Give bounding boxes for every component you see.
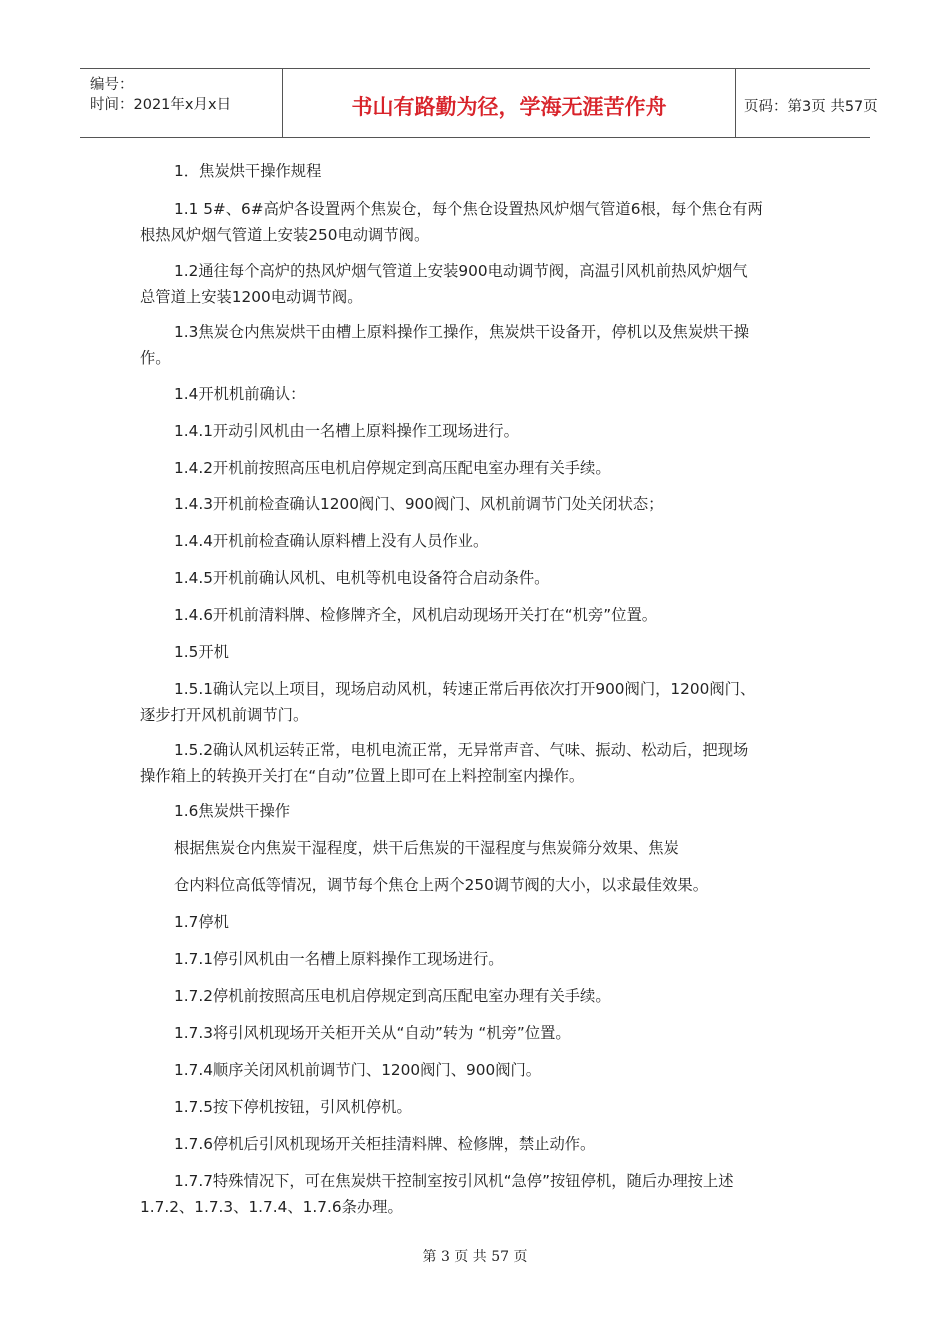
paragraph-line: 1.5.1确认完以上项目，现场启动风机，转速正常后再依次打开900阀门，1200阀门、: [174, 680, 756, 698]
section-heading: 1．焦炭烘干操作规程: [174, 162, 322, 180]
page-footer: 第 3 页 共 57 页: [422, 1249, 528, 1265]
paragraph-line: 1.5.2确认风机运转正常，电机电流正常，无异常声音、气味、振动、松动后，把现场: [174, 741, 749, 759]
paragraph-line: 1.7.6停机后引风机现场开关柜挂清料牌、检修牌，禁止动作。: [174, 1135, 596, 1153]
paragraph-line: 1.4.4开机前检查确认原料槽上没有人员作业。: [174, 532, 489, 550]
header-motto: 书山有路勤为径，学海无涯苦作舟: [351, 94, 667, 119]
subsection-heading: 1.5开机: [174, 643, 229, 661]
paragraph-line: 仓内料位高低等情况，调节每个焦仓上两个250调节阀的大小，以求最佳效果。: [174, 876, 708, 894]
paragraph-line: 总管道上安装1200电动调节阀。: [140, 288, 363, 306]
header-motto-cell: [282, 69, 736, 137]
paragraph-line: 1.7.1停引风机由一名槽上原料操作工现场进行。: [174, 950, 504, 968]
paragraph-line: 逐步打开风机前调节门。: [140, 706, 309, 724]
paragraph-line: 1.7.5按下停机按钮，引风机停机。: [174, 1098, 412, 1116]
paragraph-line: 1.4.5开机前确认风机、电机等机电设备符合启动条件。: [174, 569, 550, 587]
subsection-heading: 1.6焦炭烘干操作: [174, 802, 291, 820]
paragraph-line: 1.2通往每个高炉的热风炉烟气管道上安装900电动调节阀，高温引风机前热风炉烟气: [174, 262, 748, 280]
document-number-label: 编号：: [90, 77, 134, 93]
paragraph-line: 1.4.2开机前按照高压电机启停规定到高压配电室办理有关手续。: [174, 459, 611, 477]
subsection-heading: 1.4开机机前确认：: [174, 385, 306, 403]
paragraph-line: 1.4.3开机前检查确认1200阀门、900阀门、风机前调节门处关闭状态；: [174, 495, 664, 513]
paragraph-line: 根热风炉烟气管道上安装250电动调节阀。: [140, 226, 430, 244]
document-date: 时间：2021年x月x日: [90, 97, 232, 113]
subsection-heading: 1.7停机: [174, 913, 229, 931]
paragraph-line: 1.7.2、1.7.3、1.7.4、1.7.6条办理。: [140, 1198, 403, 1216]
paragraph-line: 1.7.7特殊情况下，可在焦炭烘干控制室按引风机“急停”按钮停机，随后办理按上述: [174, 1172, 734, 1190]
paragraph-line: 1.4.1开动引风机由一名槽上原料操作工现场进行。: [174, 422, 519, 440]
paragraph-line: 根据焦炭仓内焦炭干湿程度，烘干后焦炭的干湿程度与焦炭筛分效果、焦炭: [174, 839, 679, 857]
paragraph-line: 1.7.2停机前按照高压电机启停规定到高压配电室办理有关手续。: [174, 987, 611, 1005]
header-page-code: 页码：第3页 共57页: [744, 99, 878, 115]
paragraph-line: 1.4.6开机前清料牌、检修牌齐全，风机启动现场开关打在“机旁”位置。: [174, 606, 658, 624]
header-right-cell: [735, 69, 878, 137]
paragraph-line: 1.7.3将引风机现场开关柜开关从“自动”转为 “机旁”位置。: [174, 1024, 571, 1042]
header-left-cell: [80, 69, 282, 137]
paragraph-line: 1.1 5#、6#高炉各设置两个焦炭仓，每个焦仓设置热风炉烟气管道6根，每个焦仓有两: [174, 200, 763, 218]
paragraph-line: 1.7.4顺序关闭风机前调节门、1200阀门、900阀门。: [174, 1061, 542, 1079]
paragraph-line: 操作箱上的转换开关打在“自动”位置上即可在上料控制室内操作。: [140, 767, 585, 785]
page-header: [80, 68, 878, 138]
paragraph-line: 作。: [140, 349, 171, 367]
paragraph-line: 1.3焦炭仓内焦炭烘干由槽上原料操作工操作，焦炭烘干设备开，停机以及焦炭烘干操: [174, 323, 750, 341]
